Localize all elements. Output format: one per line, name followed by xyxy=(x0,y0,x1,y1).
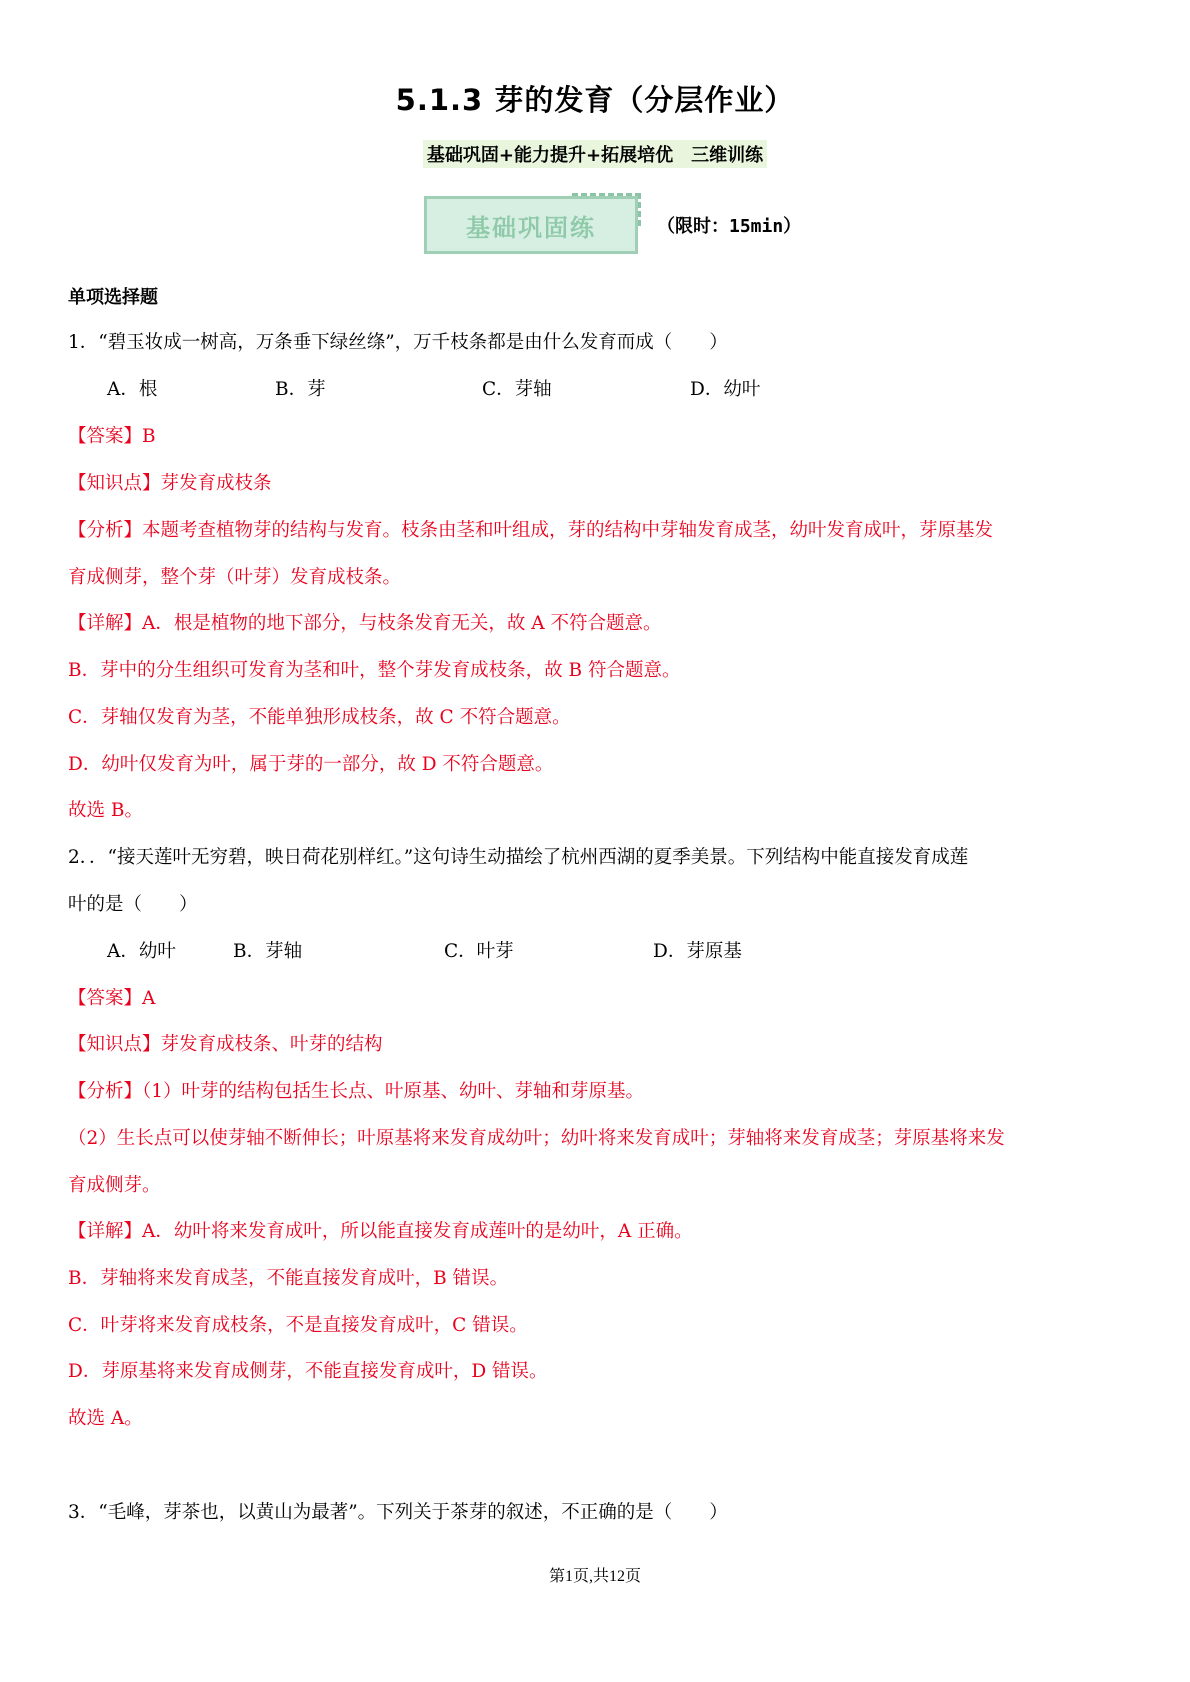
q2-knowledge: 【知识点】芽发育成枝条、叶芽的结构 xyxy=(68,1034,383,1055)
q1-option-d: D．幼叶 xyxy=(690,379,761,400)
q2-analysis-line-2: （2）生长点可以使芽轴不断伸长；叶原基将来发育成幼叶；幼叶将来发育成叶；芽轴将来发育成茎；芽原基将来发 xyxy=(68,1128,1005,1149)
q1-detail-a: 【详解】A．根是植物的地下部分，与枝条发育无关，故 A 不符合题意。 xyxy=(68,613,662,634)
q2-option-b: B．芽轴 xyxy=(233,941,303,962)
page-footer: 第1页,共12页 xyxy=(548,1568,641,1585)
q1-option-b: B．芽 xyxy=(275,379,326,400)
q1-analysis-line-2: 育成侧芽，整个芽（叶芽）发育成枝条。 xyxy=(68,567,402,588)
subtitle-wrap xyxy=(0,140,1190,168)
q2-option-c: C．叶芽 xyxy=(444,941,514,962)
badge-dashed-corner xyxy=(572,193,641,226)
q3-stem: 3．“毛峰，芽茶也，以黄山为最著”。下列关于茶芽的叙述，不正确的是（ ） xyxy=(68,1502,728,1523)
q1-analysis-line-1: 【分析】本题考查植物芽的结构与发育。枝条由茎和叶组成，芽的结构中芽轴发育成茎，幼叶发育成叶，芽原基发 xyxy=(68,520,994,541)
q2-stem-line-2: 叶的是（ ） xyxy=(68,894,198,915)
section-badge xyxy=(424,196,638,254)
q1-detail-d: D．幼叶仅发育为叶，属于芽的一部分，故 D 不符合题意。 xyxy=(68,754,554,775)
q2-analysis-line-3: 育成侧芽。 xyxy=(68,1175,161,1196)
q1-stem: 1．“碧玉妆成一树高，万条垂下绿丝绦”，万千枝条都是由什么发育而成（ ） xyxy=(68,332,728,353)
q2-detail-d: D．芽原基将来发育成侧芽，不能直接发育成叶，D 错误。 xyxy=(68,1361,548,1382)
q1-option-c: C．芽轴 xyxy=(482,379,552,400)
section-heading: 单项选择题 xyxy=(68,287,158,308)
q1-option-a: A．根 xyxy=(107,379,158,400)
time-limit: （限时：15min） xyxy=(657,216,802,237)
badge-label: 基础巩固练 xyxy=(466,213,596,242)
q2-stem-line-1: 2．．“接天莲叶无穷碧，映日荷花别样红。”这句诗生动描绘了杭州西湖的夏季美景。下列结构中能直接发育成莲 xyxy=(68,847,969,868)
q1-detail-c: C．芽轴仅发育为茎，不能单独形成枝条，故 C 不符合题意。 xyxy=(68,707,571,728)
q1-answer: 【答案】B xyxy=(68,426,156,447)
q1-detail-b: B．芽中的分生组织可发育为茎和叶，整个芽发育成枝条，故 B 符合题意。 xyxy=(68,660,681,681)
q2-analysis-line-1: 【分析】（1）叶芽的结构包括生长点、叶原基、幼叶、芽轴和芽原基。 xyxy=(68,1081,645,1102)
page-title: 5.1.3 芽的发育（分层作业） xyxy=(395,83,795,117)
q2-detail-a: 【详解】A．幼叶将来发育成叶，所以能直接发育成莲叶的是幼叶，A 正确。 xyxy=(68,1221,693,1242)
q2-conclusion: 故选 A。 xyxy=(68,1408,143,1429)
q2-option-d: D．芽原基 xyxy=(653,941,742,962)
q2-detail-c: C．叶芽将来发育成枝条，不是直接发育成叶，C 错误。 xyxy=(68,1315,528,1336)
q2-answer: 【答案】A xyxy=(68,988,156,1009)
q1-conclusion: 故选 B。 xyxy=(68,800,143,821)
q1-knowledge: 【知识点】芽发育成枝条 xyxy=(68,473,272,494)
page-subtitle: 基础巩固+能力提升+拓展培优 三维训练 xyxy=(423,140,767,168)
q2-detail-b: B．芽轴将来发育成茎，不能直接发育成叶，B 错误。 xyxy=(68,1268,509,1289)
q2-option-a: A．幼叶 xyxy=(107,941,176,962)
